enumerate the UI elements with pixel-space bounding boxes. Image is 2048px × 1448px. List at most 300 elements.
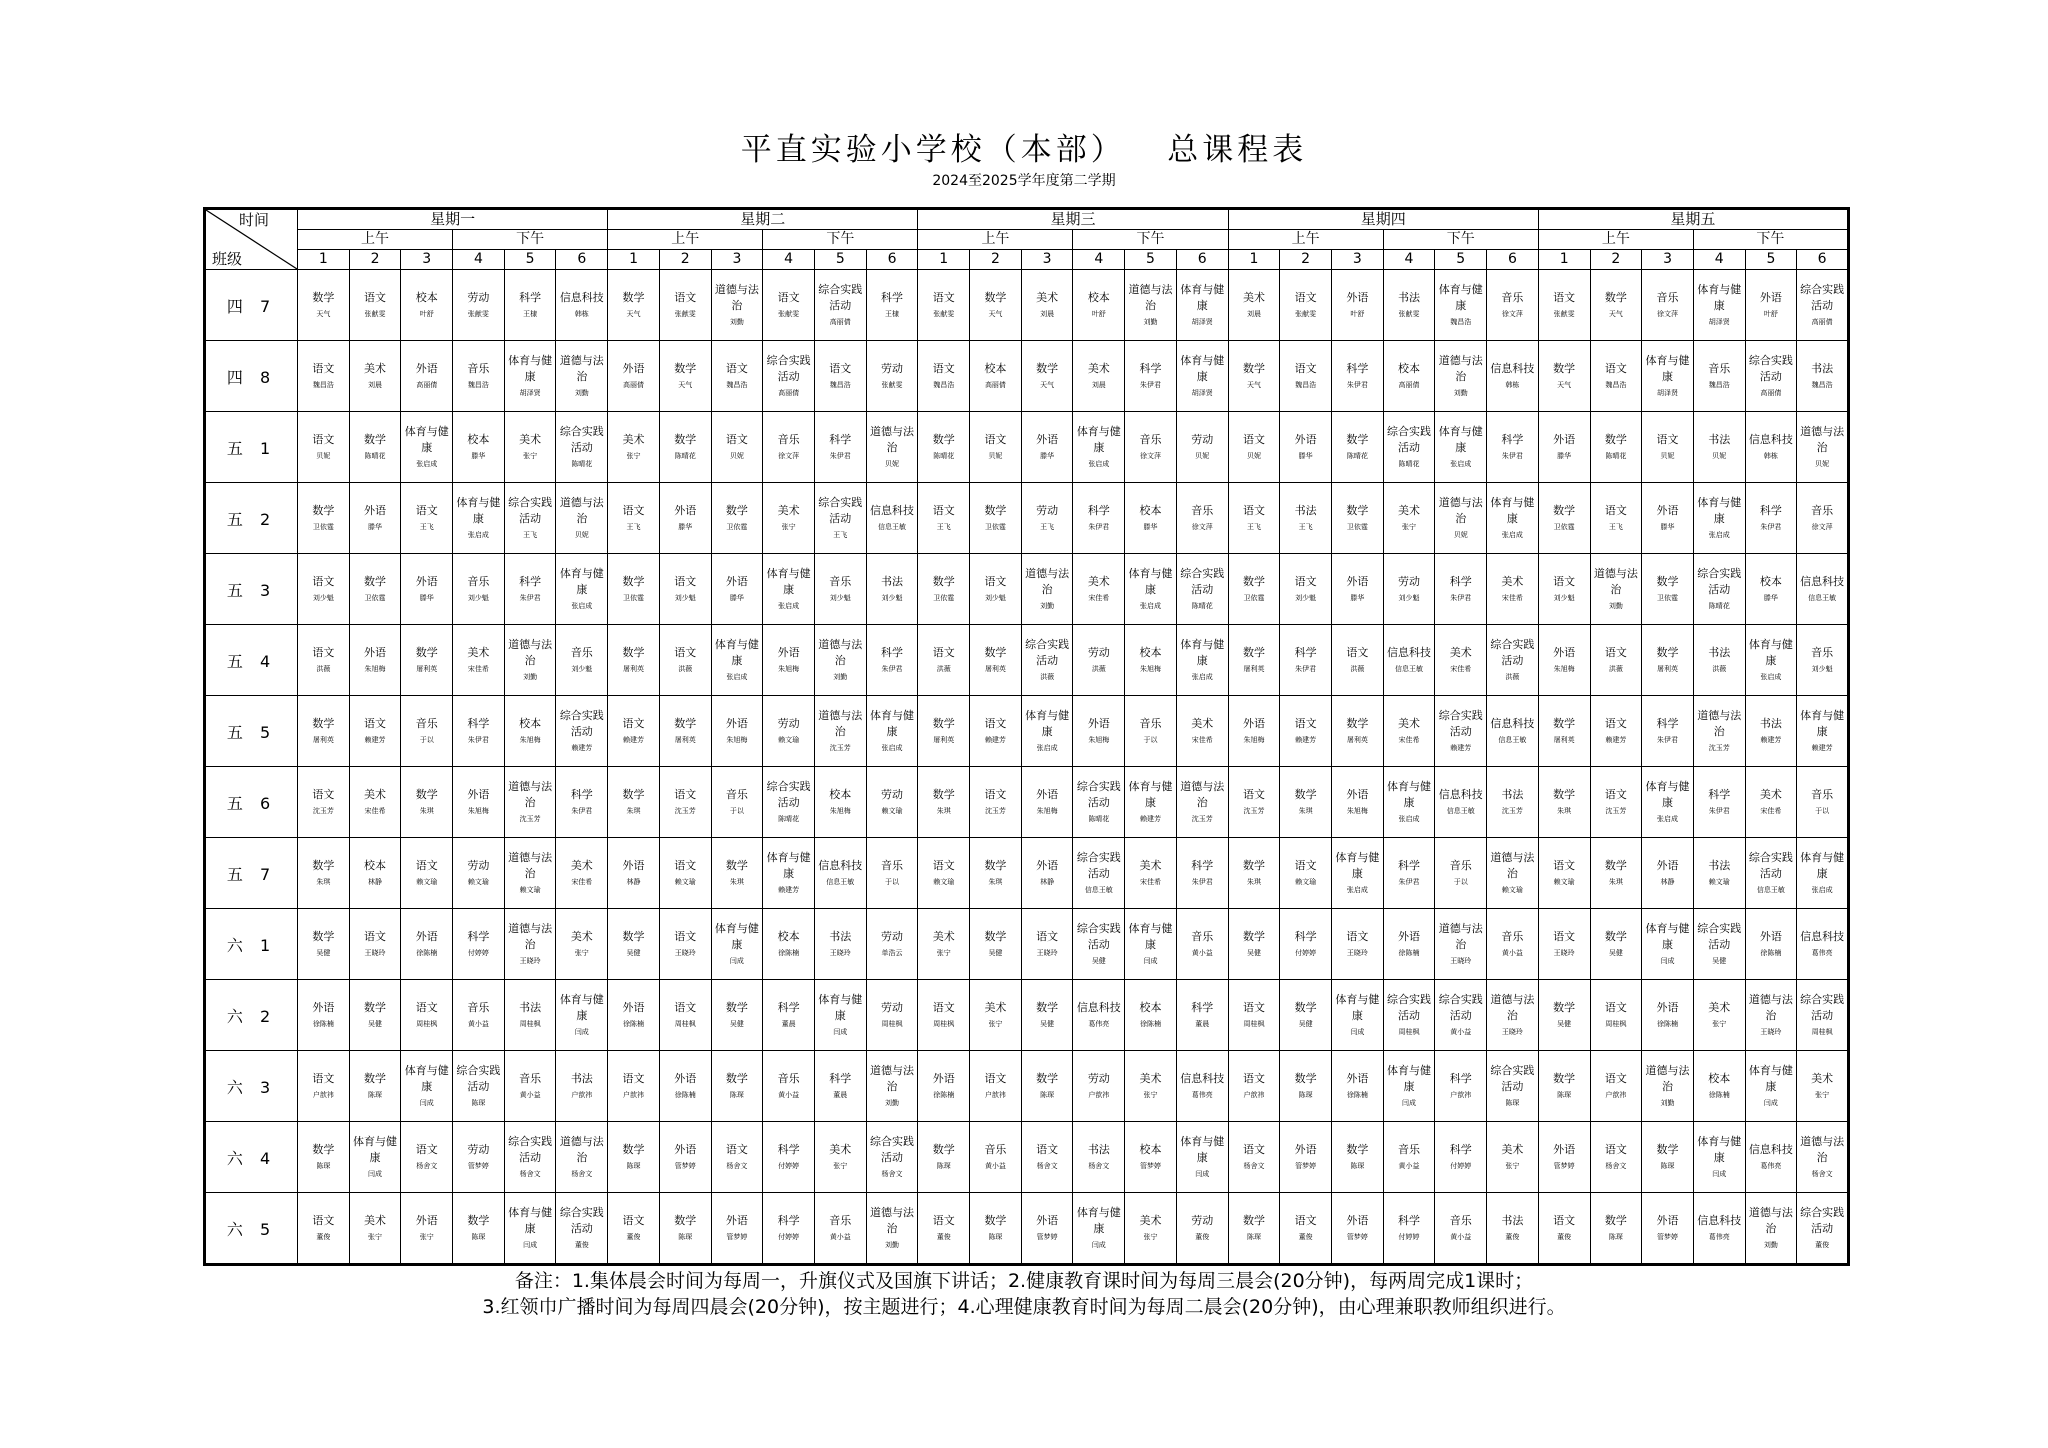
lesson-cell	[1642, 412, 1694, 483]
teacher: 洪薇	[1091, 665, 1106, 673]
period-number: 3	[711, 250, 763, 270]
subject: 数学	[1294, 1072, 1317, 1085]
teacher: 王晓玲	[674, 949, 696, 957]
lesson-cell	[556, 767, 608, 838]
teacher: 赖文瑜	[519, 886, 541, 894]
lesson-cell	[1642, 625, 1694, 696]
subject: 校本	[1398, 362, 1421, 375]
subject: 语文	[1036, 1143, 1059, 1156]
subject: 道德与法治	[714, 283, 759, 312]
lesson	[1487, 1122, 1538, 1192]
subject: 道德与法治	[1180, 780, 1225, 809]
lesson-cell	[298, 341, 350, 412]
teacher: 杨舍文	[1811, 1170, 1833, 1178]
lesson	[815, 483, 866, 553]
lesson	[1746, 483, 1797, 553]
subject: 音乐	[1811, 788, 1834, 801]
lesson-cell	[1435, 625, 1487, 696]
subject: 书法	[570, 1072, 593, 1085]
lesson	[1435, 625, 1486, 695]
teacher: 张启成	[1760, 673, 1782, 681]
subject: 劳动	[1191, 433, 1214, 446]
lesson	[1539, 625, 1590, 695]
teacher: 单浩云	[881, 949, 903, 957]
subject: 数学	[1604, 930, 1627, 943]
lesson	[1487, 1193, 1538, 1263]
teacher: 滕华	[729, 594, 744, 602]
teacher: 朱伊君	[1760, 523, 1782, 531]
subject: 音乐	[1501, 291, 1524, 304]
subject: 美术	[364, 1214, 387, 1227]
lesson-cell	[1280, 1051, 1332, 1122]
lesson	[918, 909, 969, 979]
lesson-cell	[659, 1122, 711, 1193]
teacher: 徐文萍	[1501, 310, 1523, 318]
teacher: 朱琪	[1246, 878, 1261, 886]
lesson	[556, 1193, 607, 1263]
lesson	[867, 696, 918, 766]
subject: 音乐	[1708, 362, 1731, 375]
teacher: 信息王敏	[826, 878, 855, 886]
teacher: 吴健	[1246, 949, 1261, 957]
subject: 校本	[1139, 646, 1162, 659]
teacher: 赖文瑜	[674, 878, 696, 886]
teacher: 朱旭梅	[364, 665, 386, 673]
teacher: 陈晴花	[933, 452, 955, 460]
teacher: 信息王敏	[1446, 807, 1475, 815]
subject: 综合实践活动	[1800, 993, 1845, 1022]
teacher: 贝妮	[729, 452, 744, 460]
lesson-cell	[1538, 625, 1590, 696]
teacher: 天气	[1608, 310, 1623, 318]
lesson	[660, 980, 711, 1050]
subject: 数学	[1036, 362, 1059, 375]
lesson	[1022, 270, 1073, 340]
lesson	[1797, 1122, 1847, 1192]
lesson	[1073, 767, 1124, 837]
subject: 数学	[725, 859, 748, 872]
morning-header: 上午	[298, 230, 453, 250]
teacher: 黄小益	[1450, 1233, 1472, 1241]
lesson	[970, 767, 1021, 837]
lesson	[1487, 341, 1538, 411]
teacher: 徐陈楠	[933, 1091, 955, 1099]
subject: 外语	[932, 1072, 955, 1085]
lesson-cell	[970, 625, 1022, 696]
subject: 综合实践活动	[1387, 425, 1432, 454]
lesson-cell	[1176, 1122, 1228, 1193]
subject: 科学	[1191, 859, 1214, 872]
subject: 外语	[674, 504, 697, 517]
lesson	[763, 483, 814, 553]
period-number: 2	[659, 250, 711, 270]
lesson-cell	[298, 838, 350, 909]
subject: 语文	[1656, 433, 1679, 446]
subject: 音乐	[1501, 930, 1524, 943]
lesson	[1332, 909, 1383, 979]
teacher: 赖建芳	[778, 886, 800, 894]
subject: 语文	[415, 1143, 438, 1156]
subject: 音乐	[1139, 433, 1162, 446]
teacher: 赖建芳	[984, 736, 1006, 744]
subject: 语文	[1242, 1001, 1265, 1014]
day-header: 星期一	[298, 209, 608, 230]
subject: 体育与健康	[404, 1064, 449, 1093]
lesson	[970, 412, 1021, 482]
teacher: 王棣	[885, 310, 900, 318]
teacher: 陈琛	[471, 1233, 486, 1241]
subject: 综合实践活动	[1490, 1064, 1535, 1093]
subject: 数学	[364, 433, 387, 446]
subject: 美术	[364, 362, 387, 375]
lesson-cell	[711, 838, 763, 909]
teacher: 徐文萍	[1191, 523, 1213, 531]
teacher: 闫成	[419, 1099, 434, 1107]
lesson-cell	[1642, 270, 1694, 341]
lesson-cell	[1487, 767, 1539, 838]
teacher: 高丽倩	[1398, 381, 1420, 389]
lesson-cell	[1693, 554, 1745, 625]
lesson	[1797, 483, 1847, 553]
teacher: 葛伟亮	[1088, 1020, 1110, 1028]
lesson	[1591, 412, 1642, 482]
lesson-cell	[401, 483, 453, 554]
teacher: 赖文瑜	[416, 878, 438, 886]
lesson	[815, 838, 866, 908]
teacher: 吴健	[1298, 1020, 1313, 1028]
lesson	[1022, 1193, 1073, 1263]
teacher: 张启成	[726, 673, 748, 681]
lesson-cell	[349, 838, 401, 909]
subject: 综合实践活动	[1697, 922, 1742, 951]
lesson	[505, 483, 556, 553]
class-name: 六 4	[205, 1122, 298, 1193]
lesson	[660, 1051, 711, 1121]
teacher: 贝妮	[1815, 460, 1830, 468]
lesson	[867, 270, 918, 340]
lesson-cell	[1331, 1051, 1383, 1122]
note-line-1: 备注：1.集体晨会时间为每周一，升旗仪式及国旗下讲话；2.健康教育课时间为每周三晨会(20分钟)，每两周完成1课时；	[514, 1270, 1534, 1292]
teacher: 魏昌浩	[1605, 381, 1627, 389]
lesson	[608, 909, 659, 979]
lesson-cell	[1538, 341, 1590, 412]
subject: 美术	[1501, 1143, 1524, 1156]
lesson	[1797, 554, 1847, 624]
lesson	[350, 696, 401, 766]
teacher: 屠利英	[1346, 736, 1368, 744]
lesson	[1384, 1122, 1435, 1192]
subject: 科学	[777, 1001, 800, 1014]
lesson-cell	[1280, 838, 1332, 909]
lesson	[556, 270, 607, 340]
lesson-cell	[711, 1051, 763, 1122]
subject: 数学	[364, 1072, 387, 1085]
lesson	[298, 412, 349, 482]
lesson-cell	[763, 270, 815, 341]
subject: 美术	[777, 504, 800, 517]
teacher: 周桂枫	[933, 1020, 955, 1028]
lesson-cell	[1487, 1122, 1539, 1193]
lesson-cell	[556, 696, 608, 767]
lesson-cell	[608, 1122, 660, 1193]
teacher: 沈玉芳	[1605, 807, 1627, 815]
lesson-cell	[1693, 767, 1745, 838]
lesson	[970, 1051, 1021, 1121]
lesson-cell	[1797, 1051, 1849, 1122]
teacher: 陈晴花	[674, 452, 696, 460]
lesson	[867, 625, 918, 695]
subject: 信息科技	[1076, 1001, 1121, 1014]
lesson	[867, 483, 918, 553]
subject: 科学	[1346, 362, 1369, 375]
teacher: 黄小益	[467, 1020, 489, 1028]
subject: 科学	[829, 1072, 852, 1085]
teacher: 董俊	[626, 1233, 641, 1241]
teacher: 吴健	[368, 1020, 383, 1028]
teacher: 闫成	[1763, 1099, 1778, 1107]
subject: 数学	[725, 1072, 748, 1085]
subject: 数学	[984, 504, 1007, 517]
subject: 语文	[674, 930, 697, 943]
teacher: 刘勤	[1660, 1099, 1675, 1107]
lesson	[1125, 1193, 1176, 1263]
subject: 数学	[312, 717, 335, 730]
lesson-cell	[608, 554, 660, 625]
teacher: 赖建芳	[571, 744, 593, 752]
subject: 综合实践活动	[456, 1064, 501, 1093]
teacher: 闫成	[1402, 1099, 1417, 1107]
lesson-cell	[1797, 1122, 1849, 1193]
lesson	[1591, 270, 1642, 340]
lesson	[1022, 909, 1073, 979]
subject: 体育与健康	[1645, 354, 1690, 383]
lesson-cell	[1693, 1051, 1745, 1122]
subject: 科学	[1449, 1072, 1472, 1085]
lesson	[970, 554, 1021, 624]
subject: 书法	[1708, 646, 1731, 659]
subject: 外语	[1759, 930, 1782, 943]
lesson-cell	[1797, 412, 1849, 483]
lesson-cell	[1538, 1193, 1590, 1265]
lesson	[1694, 341, 1745, 411]
lesson-cell	[659, 270, 711, 341]
lesson-cell	[970, 1193, 1022, 1265]
lesson-cell	[1021, 1122, 1073, 1193]
lesson-cell	[504, 554, 556, 625]
lesson	[1746, 838, 1797, 908]
lesson	[1539, 767, 1590, 837]
lesson	[1073, 1051, 1124, 1121]
class-row	[205, 483, 1849, 554]
lesson	[1073, 1122, 1124, 1192]
subject: 语文	[1242, 504, 1265, 517]
lesson-cell	[1228, 270, 1280, 341]
lesson	[1022, 838, 1073, 908]
teacher: 吴健	[1557, 1020, 1572, 1028]
lesson-cell	[1228, 412, 1280, 483]
subject: 道德与法治	[870, 1206, 915, 1235]
subject: 信息科技	[1800, 575, 1845, 588]
teacher: 张献雯	[933, 310, 955, 318]
teacher: 户歆祎	[1605, 1091, 1627, 1099]
lesson-cell	[401, 909, 453, 980]
subject: 语文	[1346, 646, 1369, 659]
teacher: 徐陈楠	[1140, 1020, 1161, 1028]
lesson	[1435, 1193, 1486, 1263]
lesson	[1435, 412, 1486, 482]
lesson	[1539, 1122, 1590, 1192]
lesson	[1384, 554, 1435, 624]
subject: 语文	[725, 433, 748, 446]
lesson-cell	[1331, 483, 1383, 554]
lesson	[298, 1122, 349, 1192]
subject: 数学	[932, 717, 955, 730]
lesson	[1487, 483, 1538, 553]
lesson-cell	[349, 625, 401, 696]
lesson	[763, 341, 814, 411]
teacher: 董俊	[316, 1233, 331, 1241]
lesson	[1280, 1193, 1331, 1263]
lesson-cell	[349, 270, 401, 341]
subject: 美术	[467, 646, 490, 659]
lesson	[712, 1193, 763, 1263]
lesson	[1746, 1051, 1797, 1121]
lesson-cell	[1590, 483, 1642, 554]
lesson-cell	[1073, 412, 1125, 483]
lesson-cell	[349, 483, 401, 554]
lesson-cell	[556, 1122, 608, 1193]
teacher: 宋佳希	[467, 665, 489, 673]
teacher: 天气	[1557, 381, 1572, 389]
teacher: 魏昌浩	[933, 381, 955, 389]
teacher: 朱旭梅	[1243, 736, 1265, 744]
lesson	[453, 625, 504, 695]
subject: 劳动	[1398, 575, 1421, 588]
lesson-cell	[1693, 980, 1745, 1051]
subject: 数学	[674, 433, 697, 446]
lesson	[453, 483, 504, 553]
lesson-cell	[1331, 980, 1383, 1051]
subject: 语文	[1294, 575, 1317, 588]
lesson	[712, 1122, 763, 1192]
lesson-cell	[1797, 767, 1849, 838]
subject: 语文	[1346, 930, 1369, 943]
lesson	[1384, 341, 1435, 411]
subject: 数学	[1346, 504, 1369, 517]
subject: 美术	[1811, 1072, 1834, 1085]
subject: 校本	[364, 859, 387, 872]
teacher: 赖建芳	[1295, 736, 1317, 744]
lesson-cell	[1797, 980, 1849, 1051]
lesson-cell	[608, 909, 660, 980]
lesson	[298, 1193, 349, 1263]
teacher: 韩栋	[1505, 381, 1520, 389]
lesson	[1280, 554, 1331, 624]
lesson	[453, 1193, 504, 1263]
lesson	[1073, 1193, 1124, 1263]
subject: 外语	[1398, 930, 1421, 943]
teacher: 徐陈楠	[312, 1020, 334, 1028]
teacher: 王飞	[1608, 523, 1623, 531]
lesson-cell	[608, 1051, 660, 1122]
lesson	[1435, 838, 1486, 908]
lesson	[1694, 696, 1745, 766]
lesson	[918, 1193, 969, 1263]
teacher: 于以	[1453, 878, 1468, 886]
lesson-cell	[659, 838, 711, 909]
lesson	[815, 1122, 866, 1192]
subject: 美术	[622, 433, 645, 446]
period-number: 5	[504, 250, 556, 270]
teacher: 胡泽贤	[1191, 389, 1213, 397]
teacher: 信息王敏	[1498, 736, 1527, 744]
lesson-cell	[1176, 554, 1228, 625]
subject: 劳动	[1036, 504, 1059, 517]
day-header: 星期四	[1228, 209, 1538, 230]
teacher: 朱伊君	[1501, 452, 1523, 460]
subject: 语文	[622, 1072, 645, 1085]
subject: 道德与法治	[1025, 567, 1070, 596]
lesson	[1694, 270, 1745, 340]
lesson-cell	[453, 909, 505, 980]
lesson-cell	[453, 696, 505, 767]
lesson-cell	[349, 554, 401, 625]
lesson	[1280, 1122, 1331, 1192]
lesson	[1694, 412, 1745, 482]
class-name: 五 3	[205, 554, 298, 625]
lesson-cell	[711, 1193, 763, 1265]
lesson-cell	[1745, 1122, 1797, 1193]
lesson	[1022, 1051, 1073, 1121]
lesson	[867, 1193, 918, 1263]
subject: 数学	[932, 433, 955, 446]
teacher: 朱伊君	[1088, 523, 1110, 531]
teacher: 沈玉芳	[312, 807, 334, 815]
lesson	[1591, 909, 1642, 979]
subject: 音乐	[1191, 930, 1214, 943]
teacher: 陈晴花	[1088, 815, 1110, 823]
teacher: 徐陈楠	[623, 1020, 645, 1028]
subject: 体育与健康	[559, 567, 604, 596]
lesson	[815, 341, 866, 411]
subject: 道德与法治	[1697, 709, 1742, 738]
lesson-cell	[918, 767, 970, 838]
subject: 数学	[674, 362, 697, 375]
subject: 劳动	[881, 1001, 904, 1014]
lesson-cell	[918, 980, 970, 1051]
teacher: 户歆祎	[623, 1091, 645, 1099]
period-number: 2	[349, 250, 401, 270]
subject: 语文	[622, 504, 645, 517]
subject: 美术	[1449, 646, 1472, 659]
lesson-cell	[556, 483, 608, 554]
lesson	[1280, 980, 1331, 1050]
class-name: 六 1	[205, 909, 298, 980]
subject: 道德与法治	[559, 1135, 604, 1164]
teacher: 赖建芳	[1605, 736, 1627, 744]
teacher: 陈琛	[936, 1162, 951, 1170]
subject: 外语	[725, 1214, 748, 1227]
teacher: 张启成	[1140, 602, 1161, 610]
teacher: 刘勤	[1763, 1241, 1778, 1249]
teacher: 徐陈楠	[1346, 1091, 1368, 1099]
subject: 数学	[1242, 362, 1265, 375]
lesson-cell	[970, 838, 1022, 909]
lesson	[1487, 909, 1538, 979]
lesson	[1435, 767, 1486, 837]
lesson-cell	[608, 625, 660, 696]
class-row	[205, 1051, 1849, 1122]
